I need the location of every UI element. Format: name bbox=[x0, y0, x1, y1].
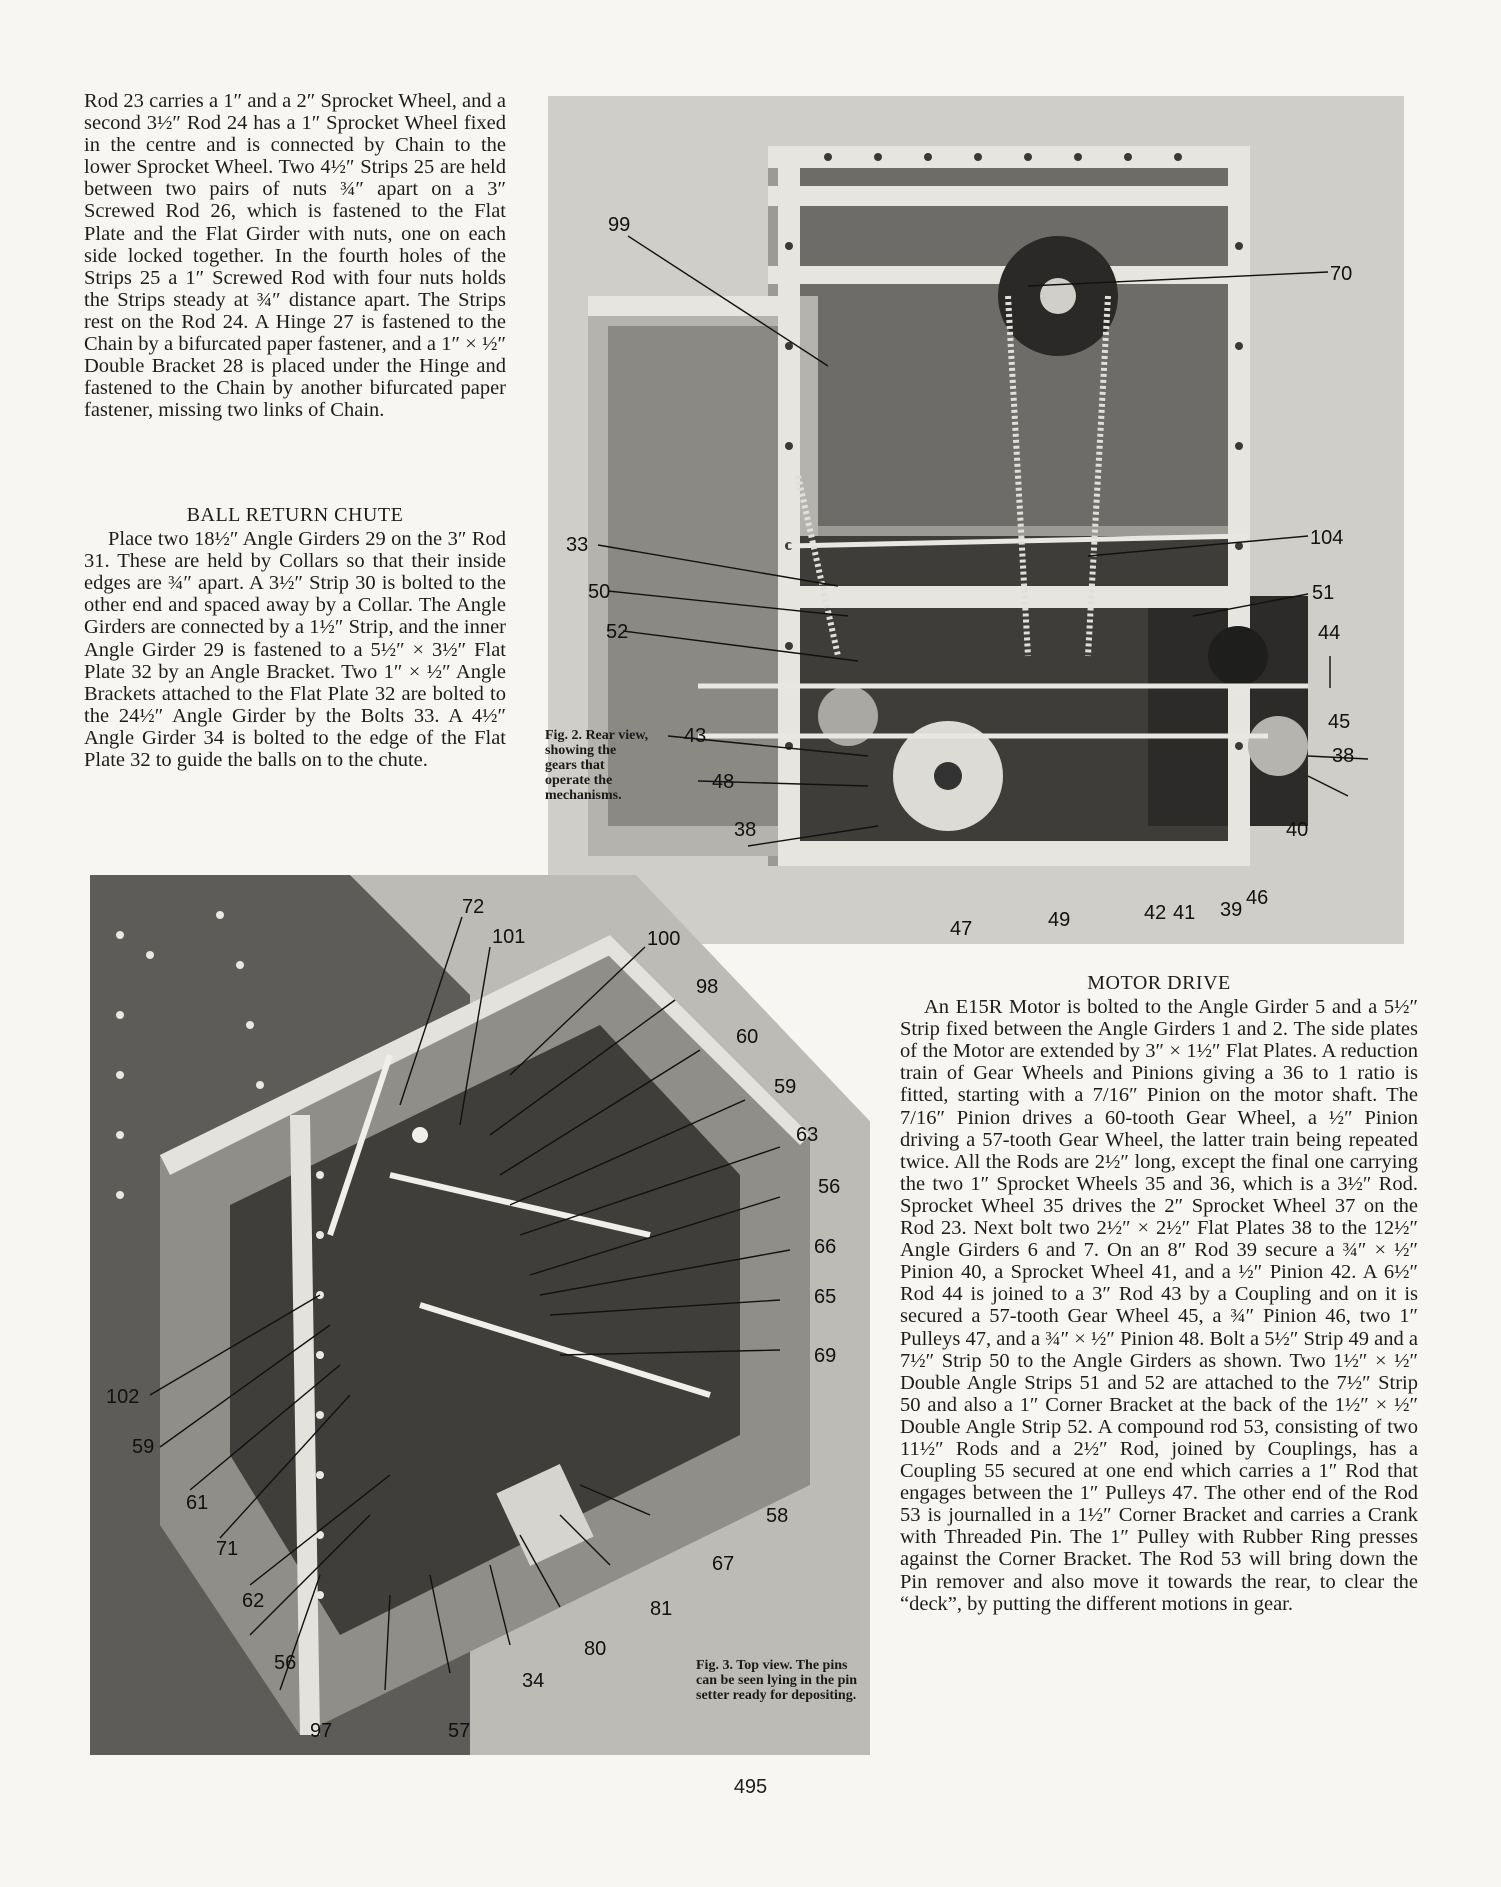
fig2-label: 39 bbox=[1220, 899, 1243, 921]
fig2-label: 49 bbox=[1048, 909, 1071, 931]
motor-drive-heading: MOTOR DRIVE bbox=[1087, 972, 1231, 994]
fig3-label: 60 bbox=[736, 1026, 759, 1048]
fig2-label: 50 bbox=[588, 581, 611, 603]
fig3-label: 72 bbox=[462, 896, 485, 918]
ball-return-section bbox=[84, 500, 506, 771]
fig3-label: 100 bbox=[647, 928, 681, 950]
fig2-label: 44 bbox=[1318, 622, 1341, 644]
fig3-label: 57 bbox=[448, 1720, 471, 1742]
fig3-label: 61 bbox=[186, 1492, 209, 1514]
fig3-label: 101 bbox=[492, 926, 526, 948]
fig3-label: 102 bbox=[106, 1386, 140, 1408]
fig2-caption: Fig. 2. Rear view, showing the gears that operate the mechanisms. bbox=[545, 728, 649, 803]
fig2-label: 70 bbox=[1330, 263, 1353, 285]
fig3-labels bbox=[90, 875, 870, 1755]
fig3-label: 66 bbox=[814, 1236, 837, 1258]
fig2-label: 99 bbox=[608, 214, 631, 236]
fig3-label: 59 bbox=[774, 1076, 797, 1098]
intro-paragraph bbox=[84, 90, 506, 421]
fig2-label: 46 bbox=[1246, 887, 1269, 909]
page-number: 495 bbox=[733, 1776, 768, 1798]
fig3-label: 97 bbox=[310, 1720, 333, 1742]
motor-drive-section bbox=[900, 968, 1418, 1615]
fig2-label: 51 bbox=[1312, 582, 1335, 604]
fig2-label-group bbox=[566, 214, 1354, 940]
fig2-label: 47 bbox=[950, 918, 973, 940]
fig2-label: 43 bbox=[684, 725, 707, 747]
fig3-label: 98 bbox=[696, 976, 719, 998]
fig3-label: 63 bbox=[796, 1124, 819, 1146]
fig2-labels bbox=[548, 96, 1498, 996]
fig2-label: 41 bbox=[1173, 902, 1196, 924]
fig2-label: 104 bbox=[1310, 527, 1344, 549]
ball-return-heading: BALL RETURN CHUTE bbox=[186, 504, 404, 526]
fig3-label: 67 bbox=[712, 1553, 735, 1575]
fig2-label: 38 bbox=[734, 819, 757, 841]
fig2-label: 42 bbox=[1144, 902, 1167, 924]
fig2-label: 40 bbox=[1286, 819, 1309, 841]
ball-return-text: Place two 18½″ Angle Girders 29 on the 3″ Rod 31. These are held by Collars so that their inside edges are ¾″ apart. A 3½″ Strip 30 is bolted to the other end and spaced away by a Collar. The Angle Girders are connected by a 1½″ Strip, and the inner Angle Girder 29 is fastened to a 5½″ × 3½″ Flat Plate 32 by an Angle Bracket. Two 1″ × ½″ Angle Brackets attached to the Flat Plate 32 are bolted to the 24½″ Angle Girder by the Bolts 33. A 4½″ Angle Girder 34 is bolted to the edge of the Flat Plate 32 to guide the balls on to the chute. bbox=[84, 528, 506, 772]
motor-drive-text: An E15R Motor is bolted to the Angle Girder 5 and a 5½″ Strip fixed between the Angle Girders 1 and 2. The side plates of the Motor are extended by 3″ × 1½″ Flat Plates. A reduction train of Gear Wheels and Pinions giving a 36 to 1 ratio is fitted, starting with a 7/16″ Pinion on the motor shaft. The 7/16″ Pinion drives a 60-tooth Gear Wheel, a ½″ Pinion driving a 57-tooth Gear Wheel, the latter train being repeated twice. All the Rods are 2½″ long, except the final one carrying the two 1″ Sprocket Wheels 35 and 36, which is a 3½″ Rod. Sprocket Wheel 35 drives the 2″ Sprocket Wheel 37 on the Rod 23. Next bolt two 2½″ × 2½″ Flat Plates 38 to the 12½″ Angle Girders 6 and 7. On an 8″ Rod 39 secure a ¾″ × ½″ Pinion 40, a Sprocket Wheel 41, and a ½″ Pinion 42. A 6½″ Rod 44 is joined to a 3″ Rod 43 by a Coupling and on it is secured a 57-tooth Gear Wheel 45, a ¾″ Pinion 46, two 1″ Pulleys 47, and a ¾″ × ½″ Pinion 48. Bolt a 5½″ Strip 49 and a 7½″ Strip 50 to the Angle Girders as shown. Two 1½″ × ½″ Double Angle Strips 51 and 52 are attached to the 7½″ Strip 50 and also a 1″ Corner Bracket at the back of the 1½″ × ½″ Double Angle Strip 52. A compound rod 53, consisting of two 11½″ Rods and a 2½″ Rod, joined by Couplings, has a Coupling 55 secured at one end which carries a 1″ Rod that engages between the 1″ Pulleys 47. The other end of the Rod 53 is journalled in a 1½″ Corner Bracket and carries a Crank with Threaded Pin. The 1″ Pulley with Rubber Ring presses against the Corner Bracket. The Rod 53 will bring down the Pin remover and also move it towards the rear, to clear the “deck”, by putting the different motions in gear. bbox=[900, 996, 1418, 1615]
fig3-label: 59 bbox=[132, 1436, 155, 1458]
fig2-label: 38 bbox=[1332, 745, 1355, 767]
fig3-label: 58 bbox=[766, 1505, 789, 1527]
fig3-label: 56 bbox=[818, 1176, 841, 1198]
fig2-label: 52 bbox=[606, 621, 629, 643]
fig3-label: 69 bbox=[814, 1345, 837, 1367]
fig3-label: 34 bbox=[522, 1670, 545, 1692]
fig3-label: 81 bbox=[650, 1598, 673, 1620]
fig2-label: 48 bbox=[712, 771, 735, 793]
fig3-label: 56 bbox=[274, 1652, 297, 1674]
fig3-label: 65 bbox=[814, 1286, 837, 1308]
fig3-caption: Fig. 3. Top view. The pins can be seen lying in the pin setter ready for depositing. bbox=[696, 1658, 858, 1703]
intro-text: Rod 23 carries a 1″ and a 2″ Sprocket Wheel, and a second 3½″ Rod 24 has a 1″ Sprocket Wheel fixed in the centre and is connected by Chain to the lower Sprocket Wheel. Two 4½″ Strips 25 are held between two pairs of nuts ¾″ apart on a 3″ Screwed Rod 26, which is fastened to the Flat Plate and the Flat Girder with nuts, one on each side locked together. In the fourth holes of the Strips 25 a 1″ Screwed Rod with four nuts holds the Strips steady at ¾″ distance apart. The Strips rest on the Rod 24. A Hinge 27 is fastened to the Chain by a bifurcated paper fastener, and a 1″ × ½″ Double Bracket 28 is placed under the Hinge and fastened to the Chain by another bifurcated paper fastener, missing two links of Chain. bbox=[84, 90, 506, 422]
fig3-label: 62 bbox=[242, 1590, 265, 1612]
fig3-label-group bbox=[106, 896, 840, 1742]
fig3-label: 80 bbox=[584, 1638, 607, 1660]
fig3-label: 71 bbox=[216, 1538, 239, 1560]
fig2-label: 45 bbox=[1328, 711, 1351, 733]
fig2-label: 33 bbox=[566, 534, 589, 556]
